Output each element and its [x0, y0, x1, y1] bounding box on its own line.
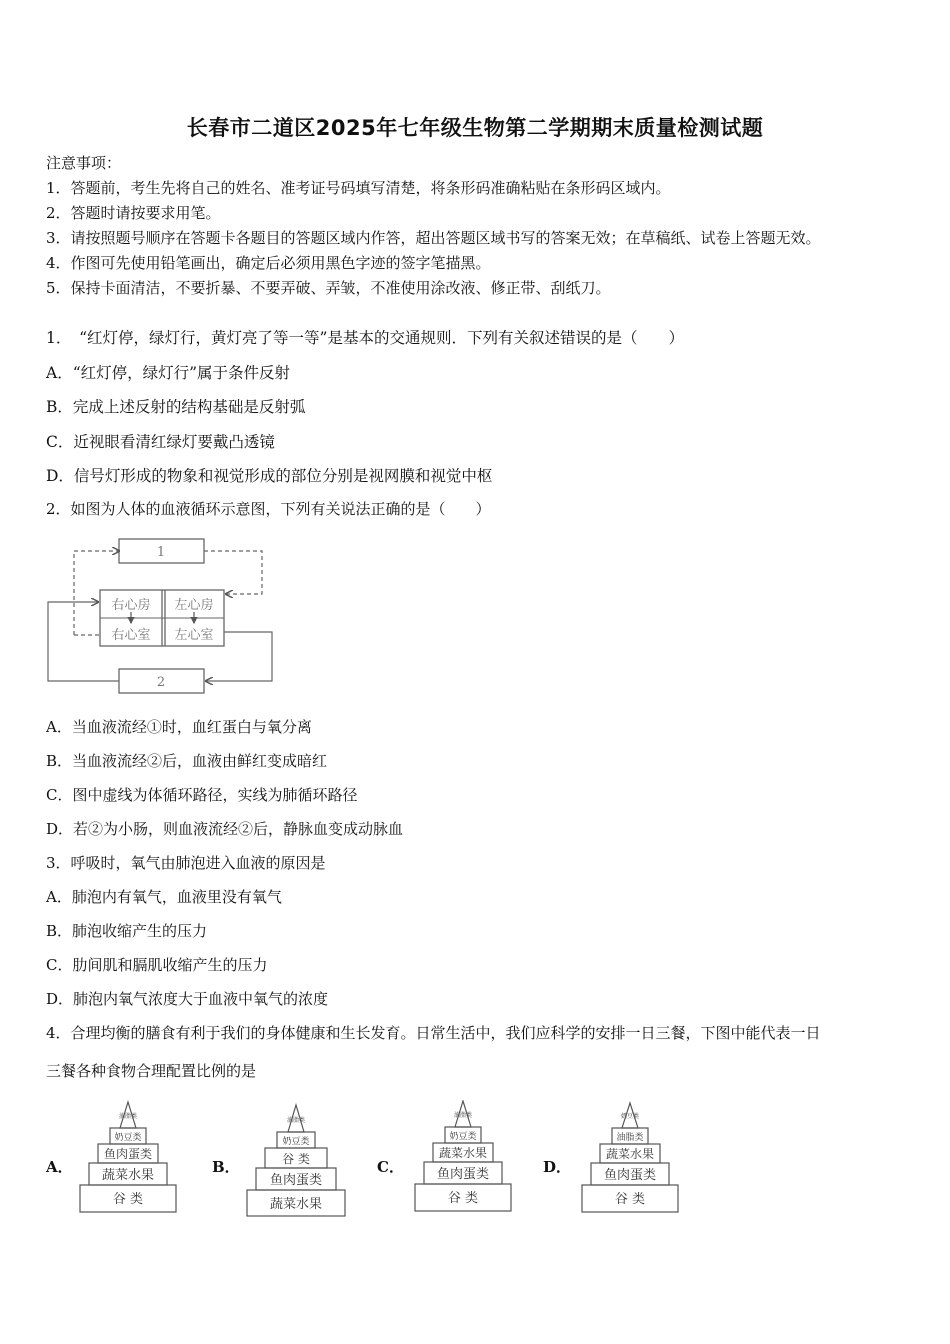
pyramid-tier: 奶豆类: [114, 1133, 142, 1143]
pyramid-tier: 蔬菜水果: [605, 1147, 655, 1161]
question-3-stem: 3．呼吸时，氧气由肺泡进入血液的原因是: [46, 854, 326, 872]
pyramid-tier: 油脂类: [286, 1117, 306, 1124]
question-3-option-c: C．肋间肌和膈肌收缩产生的压力: [46, 956, 268, 974]
notice-item: 4．作图可先使用铅笔画出，确定后必须用黑色字迹的签字笔描黑。: [46, 254, 491, 272]
question-3-option-a: A．肺泡内有氧气，血液里没有氧气: [46, 888, 282, 906]
question-1-option-b: B．完成上述反射的结构基础是反射弧: [46, 398, 306, 416]
question-1-option-a: A．“红灯停，绿灯行”属于条件反射: [46, 364, 291, 382]
pyramid-tier: 油脂类: [453, 1112, 473, 1119]
pyramid-tier: 谷 类: [614, 1192, 646, 1207]
question-1-option-d: D．信号灯形成的物象和视觉形成的部位分别是视网膜和视觉中枢: [46, 467, 493, 485]
pyramid-tier: 奶豆类: [449, 1132, 477, 1142]
lung-box-label: 1: [156, 545, 166, 560]
pyramid-tier: 鱼肉蛋类: [103, 1147, 153, 1161]
pyramid-tier: 蔬菜水果: [438, 1146, 488, 1160]
pyramid-tier: 鱼肉蛋类: [603, 1168, 657, 1183]
pyramid-tier: 蔬菜水果: [269, 1197, 323, 1212]
pyramid-tier: 奶豆类: [282, 1137, 310, 1147]
question-2-stem: 2．如图为人体的血液循环示意图，下列有关说法正确的是（ ）: [46, 500, 491, 518]
food-pyramid-a: [78, 1100, 178, 1219]
question-2-option-d: D．若②为小肠，则血液流经②后，静脉血变成动脉血: [46, 820, 404, 838]
notice-heading: 注意事项：: [46, 154, 122, 172]
notice-item: 1．答题前，考生先将自己的姓名、准考证号码填写清楚，将条形码准确粘贴在条形码区域内。: [46, 179, 671, 197]
pyramid-option-d-label: D．: [543, 1158, 572, 1176]
left-atrium-label: 左心房: [174, 598, 214, 613]
food-pyramid-d: [580, 1100, 680, 1219]
pyramid-tier: 油脂类: [616, 1133, 644, 1143]
pyramid-option-b-label: B．: [212, 1158, 240, 1176]
pyramid-tier: 奶豆类: [620, 1113, 640, 1120]
question-1-stem: 1． “红灯停，绿灯行，黄灯亮了等一等”是基本的交通规则．下列有关叙述错误的是（ ）: [46, 329, 684, 347]
body-box-label: 2: [156, 675, 166, 690]
question-1-option-c: C．近视眼看清红绿灯要戴凸透镜: [46, 433, 275, 451]
notice-item: 2．答题时请按要求用笔。: [46, 204, 221, 222]
pyramid-tier: 谷 类: [112, 1192, 144, 1207]
right-atrium-label: 右心房: [111, 598, 151, 613]
question-4-stem: 4．合理均衡的膳食有利于我们的身体健康和生长发育。日常生活中，我们应科学的安排一日三餐，下图中能代表一日: [46, 1024, 821, 1042]
question-3-option-d: D．肺泡内氧气浓度大于血液中氧气的浓度: [46, 990, 329, 1008]
question-2-option-a: A．当血液流经①时，血红蛋白与氧分离: [46, 718, 312, 736]
left-ventricle-label: 左心室: [174, 628, 214, 643]
notice-item: 5．保持卡面清洁，不要折暴、不要弄破、弄皱，不准使用涂改液、修正带、刮纸刀。: [46, 279, 611, 297]
pyramid-tier: 谷 类: [447, 1191, 479, 1206]
question-2-option-c: C．图中虚线为体循环路径，实线为肺循环路径: [46, 786, 358, 804]
question-4-stem-continued: 三餐各种食物合理配置比例的是: [46, 1062, 257, 1080]
question-2-option-b: B．当血液流经②后，血液由鲜红变成暗红: [46, 752, 328, 770]
blood-circulation-diagram: [44, 536, 279, 702]
right-ventricle-label: 右心室: [111, 628, 151, 643]
pyramid-option-a-label: A．: [46, 1158, 73, 1176]
food-pyramid-b: [245, 1100, 347, 1222]
pyramid-tier: 鱼肉蛋类: [436, 1167, 490, 1182]
pyramid-tier: 蔬菜水果: [101, 1168, 155, 1183]
notice-item: 3．请按照题号顺序在答题卡各题目的答题区域内作答，超出答题区域书写的答案无效；在草稿纸、试卷上答题无效。: [46, 229, 821, 247]
pyramid-option-c-label: C．: [377, 1158, 404, 1176]
pyramid-tier: 油脂类: [118, 1113, 138, 1120]
food-pyramid-c: [413, 1100, 513, 1219]
pyramid-tier: 鱼肉蛋类: [269, 1173, 323, 1188]
pyramid-tier: 谷 类: [282, 1152, 310, 1166]
page-title: 长春市二道区2025年七年级生物第二学期期末质量检测试题: [186, 116, 764, 140]
question-3-option-b: B．肺泡收缩产生的压力: [46, 922, 208, 940]
